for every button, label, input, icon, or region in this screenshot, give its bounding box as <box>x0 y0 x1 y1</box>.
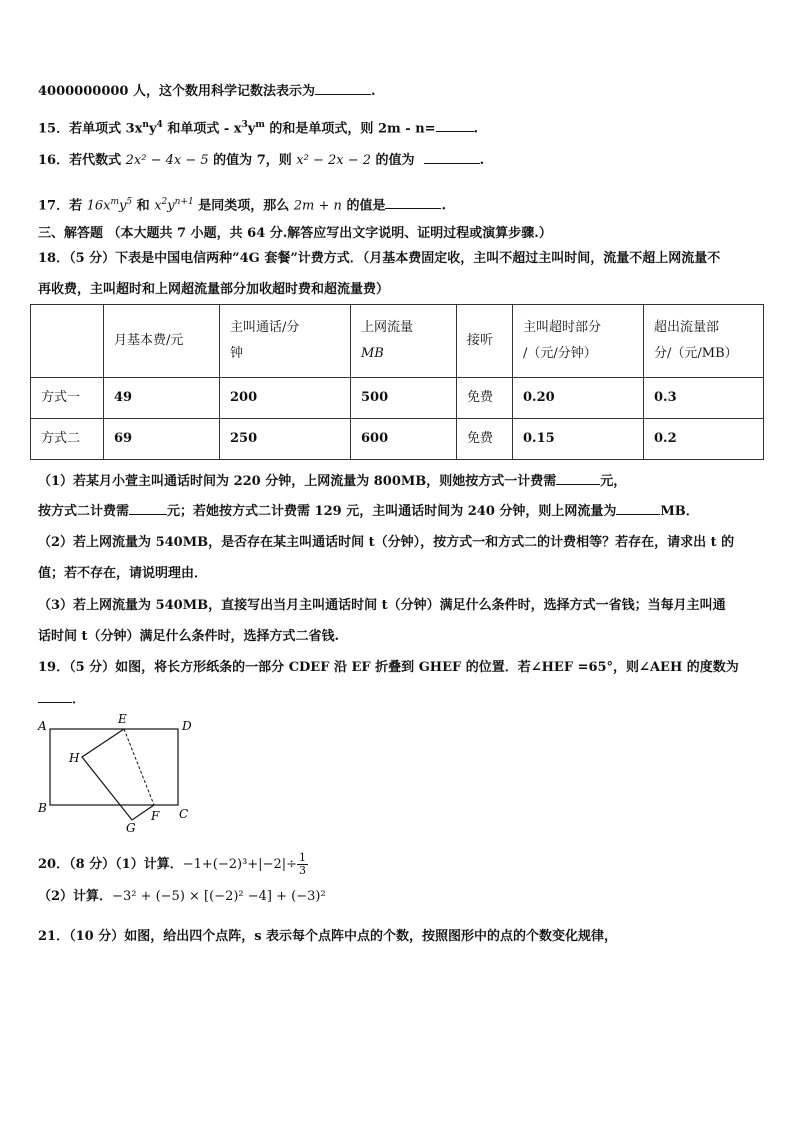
q17-suffix: 的值是 <box>341 198 386 214</box>
q17-expr2: x <box>154 198 162 214</box>
header-cell-2 <box>220 305 351 378</box>
header-data-unit: MB <box>361 346 384 361</box>
fold-line-ef <box>124 729 154 805</box>
q16-blank <box>424 151 480 164</box>
q18-p1a-end: 元， <box>600 474 627 489</box>
header-cell-1 <box>104 305 220 378</box>
q17-mid2: 是同类项，那么 <box>193 198 294 214</box>
q15-exp2: 4 <box>156 120 163 130</box>
q20-prefix: 20．（8 分）（1）计算． <box>38 857 183 872</box>
fee-table <box>30 304 764 460</box>
q15-exp3: 3 <box>241 120 248 130</box>
q18-p1b-end: MB． <box>660 504 699 519</box>
table-row <box>31 378 764 419</box>
q15-y1: y <box>148 121 157 137</box>
q15-y2: y <box>247 121 256 137</box>
q14-text: 4000000000 人，这个数用科学记数法表示为 <box>38 84 315 99</box>
header-receive: 接听 <box>467 333 494 348</box>
frac-den: 3 <box>299 864 307 877</box>
q17-expr3: 2m + n <box>293 198 342 214</box>
label-f: F <box>151 809 160 823</box>
q17-expr1: 16x <box>86 198 111 214</box>
frac-num: 1 <box>299 851 307 864</box>
q18-p1a-text: （1）若某月小萱主叫通话时间为 220 分钟，上网流量为 800MB，则她按方式一计费需 <box>38 474 557 489</box>
q15-blank <box>436 119 474 132</box>
row2-plan: 方式二 <box>31 419 104 460</box>
q18-p1b-start: 按方式二计费需 <box>38 504 130 519</box>
q17: 17．若 $16x^my^5$ 和 $x^2y^{n+1}$ 是同类项，那么 2m + n 的值是 . <box>38 197 446 214</box>
header-cell-4 <box>457 305 513 378</box>
q18-blank-3 <box>616 502 660 515</box>
q18-line1: 18．（5 分）下表是中国电信两种”4G 套餐”计费方式．（月基本费固定收，主叫不超过主叫时间，流量不超上网流量不 <box>38 251 721 266</box>
q21-line1: 21．（10 分）如图，给出四个点阵，s 表示每个点阵中点的个数，按照图形中的点的个数变化规律， <box>38 929 618 944</box>
q20-expr1: −1+(−2)³+|−2|÷ <box>182 857 298 872</box>
q20-expr2: −3² + (−5) × [(−2)² −4] + (−3)² <box>112 889 326 904</box>
q16-expr1: 2x² − 4x − 5 <box>125 153 209 168</box>
header-overtime: 主叫超时部分 <box>523 320 602 335</box>
row2-call: 250 <box>220 419 351 460</box>
header-overdata-unit: 分/（元/MB） <box>654 346 738 361</box>
label-h: H <box>69 751 80 765</box>
header-call-time-2: 钟 <box>230 346 244 361</box>
row2-fee: 69 <box>104 419 220 460</box>
q16: 16．若代数式 2x² − 4x − 5 的值为 7，则 x² − 2x − 2 的值为 . <box>38 153 485 168</box>
rectangle-abcd <box>50 729 178 805</box>
label-a: A <box>38 719 47 733</box>
q17-e4: n+1 <box>174 197 194 207</box>
q16-expr2: x² − 2x − 2 <box>296 153 371 168</box>
q17-y2: y <box>167 198 175 214</box>
fraction-one-third <box>297 852 308 877</box>
table-header-row <box>31 305 764 378</box>
label-d: D <box>182 719 192 733</box>
q14-blank <box>315 82 371 95</box>
q15-exp1: n <box>142 120 149 130</box>
header-cell-6 <box>644 305 764 378</box>
row1-overdata: 0.3 <box>644 378 764 419</box>
row1-plan: 方式一 <box>31 378 104 419</box>
q16-prefix: 16．若代数式 <box>38 153 126 168</box>
q18-line2: 再收费，主叫超时和上网超流量部分加收超时费和超流量费） <box>38 282 390 297</box>
header-cell-5 <box>513 305 644 378</box>
q19-blank <box>38 690 72 703</box>
header-data: 上网流量 <box>361 320 414 335</box>
table-row <box>31 419 764 460</box>
q14-tail: 4000000000 人，这个数用科学记数法表示为 . <box>38 84 376 99</box>
row2-receive: 免费 <box>457 419 513 460</box>
q16-mid: 的值为 7，则 <box>208 153 297 168</box>
q18-blank-1 <box>556 472 600 485</box>
q15-exp4: m <box>255 120 265 130</box>
q17-mid: 和 <box>132 198 155 214</box>
q17-prefix: 17．若 <box>38 198 87 214</box>
q17-y1: y <box>119 198 127 214</box>
row2-overtime: 0.15 <box>513 419 644 460</box>
q18-p2b: 值；若不存在，请说明理由． <box>38 566 208 581</box>
folded-rectangle-figure <box>36 712 206 837</box>
q18-p3a: （3）若上网流量为 540MB，直接写出当月主叫通话时间 t（分钟）满足什么条件时，选择方式一省钱；当每月主叫通 <box>38 598 726 613</box>
label-g: G <box>126 821 136 835</box>
row1-fee: 49 <box>104 378 220 419</box>
folded-part-ehgf <box>82 729 154 820</box>
q18-p1b-mid: 元；若她按方式二计费需 129 元，主叫通话时间为 240 分钟，则上网流量为 <box>167 504 617 519</box>
header-monthly-fee: 月基本费/元 <box>114 333 184 348</box>
header-overtime-unit: /（元/分钟） <box>523 346 597 361</box>
header-overdata: 超出流量部 <box>654 320 720 335</box>
q17-e1: m <box>110 197 120 207</box>
label-b: B <box>38 801 47 815</box>
q20-line2 <box>38 888 326 906</box>
q15-suffix: 的和是单项式，则 2m - n= <box>264 121 436 137</box>
q16-suffix: 的值为 <box>371 153 415 168</box>
q19-line2-end: ． <box>72 692 86 707</box>
row2-data: 600 <box>351 419 457 460</box>
row2-overdata: 0.2 <box>644 419 764 460</box>
header-call-time: 主叫通话/分 <box>230 320 300 335</box>
q17-e2: 5 <box>126 197 133 207</box>
q18-p1b <box>38 502 699 521</box>
q15-prefix: 15．若单项式 3x <box>38 121 143 137</box>
row1-call: 200 <box>220 378 351 419</box>
q20-line1 <box>38 852 308 877</box>
q19-line2 <box>38 690 85 709</box>
row1-receive: 免费 <box>457 378 513 419</box>
label-c: C <box>179 807 189 821</box>
q18-p3b: 话时间 t（分钟）满足什么条件时，选择方式二省钱. <box>38 629 340 644</box>
q18-blank-2 <box>129 502 167 515</box>
row1-overtime: 0.20 <box>513 378 644 419</box>
q17-e3: 2 <box>161 197 168 207</box>
q20-prefix-2: （2）计算． <box>38 889 113 904</box>
header-cell-0 <box>31 305 104 378</box>
row1-data: 500 <box>351 378 457 419</box>
q15: 15．若单项式 $3x^ny^4$ 和单项式 - $x^3y^m$ 的和是单项式，则 2m - n= . <box>38 120 479 137</box>
q17-blank <box>385 196 441 209</box>
section-heading: 三、解答题 （本大题共 7 小题，共 64 分.解答应写出文字说明、证明过程或演算步骤.） <box>38 226 552 241</box>
q19-line1: 19．（5 分）如图，将长方形纸条的一部分 CDEF 沿 EF 折叠到 GHEF 的位置．若∠HEF =65°，则∠AEH 的度数为 <box>38 660 739 675</box>
header-cell-3 <box>351 305 457 378</box>
q18-p2a: （2）若上网流量为 540MB，是否存在某主叫通话时间 t（分钟），按方式一和方式二的计费相等？若存在，请求出 t 的 <box>38 535 735 550</box>
q18-p1a <box>38 472 626 491</box>
q15-mid: 和单项式 - x <box>162 121 242 137</box>
label-e: E <box>118 712 127 726</box>
